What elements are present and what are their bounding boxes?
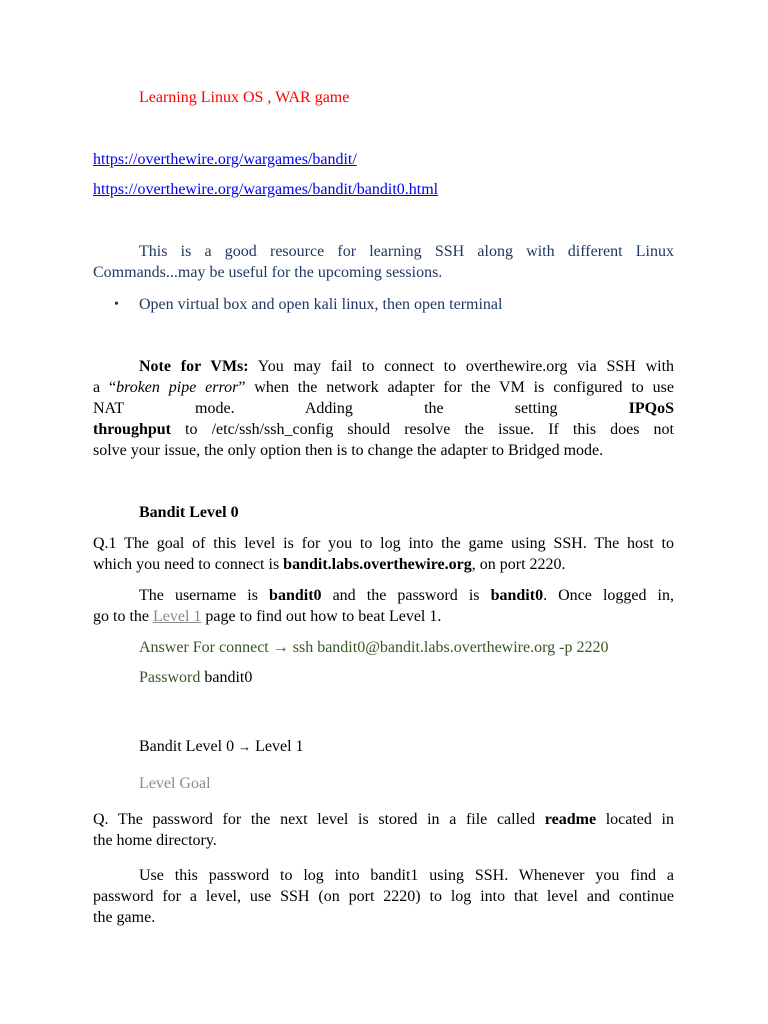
level0-question-line-2 <box>93 554 674 575</box>
bullet-text: Open virtual box and open kali linux, then open terminal <box>139 296 503 313</box>
level1-para-line-1: Use this password to log into bandit1 using SSH. Whenever you find a <box>139 867 674 884</box>
note-line-1-text: You may fail to connect to overthewire.org via SSH with <box>248 358 675 375</box>
note-word-setting: setting <box>514 400 629 417</box>
level0-username: bandit0 <box>269 587 322 604</box>
level0-heading <box>93 502 674 523</box>
note-line-2-pre: a “ <box>93 379 117 396</box>
note-word-adding: Adding <box>304 400 353 417</box>
level1-question-line-1 <box>93 809 674 830</box>
level1-link[interactable]: Level 1 <box>153 608 202 625</box>
password-value: bandit0 <box>200 669 253 686</box>
note-ipqos: IPQoS <box>628 400 674 417</box>
link-bandit[interactable]: https://overthewire.org/wargames/bandit/ <box>93 151 357 168</box>
level0-q2-pre: which you need to connect is <box>93 556 284 573</box>
document-title: Learning Linux OS , WAR game <box>139 89 350 106</box>
level0-u-mid: and the password is <box>321 587 491 604</box>
intro-line-2: Commands...may be useful for the upcoming sessions. <box>93 264 443 281</box>
note-word-the: the <box>424 400 444 417</box>
note-line-4-text: to /etc/ssh/ssh_config should resolve the issue. If this does not <box>170 421 674 438</box>
level0-creds-line-2 <box>93 606 674 627</box>
answer-command: ssh bandit0@bandit.labs.overthewire.org -p 2220 <box>288 639 609 656</box>
bullet-marker: • <box>114 297 119 312</box>
level-goal-label: Level Goal <box>139 775 211 792</box>
level0-q2-post: , on port 2220. <box>471 556 566 573</box>
level0-question-line-1: Q.1 The goal of this level is for you to log into the game using SSH. The host to <box>93 535 674 552</box>
note-word-mode: mode. <box>195 400 235 417</box>
note-line-1 <box>93 356 674 377</box>
answer-line <box>93 637 674 658</box>
intro-line-1: This is a good resource for learning SSH along with different Linux <box>139 243 674 260</box>
level1-q1-pre: Q. The password for the next level is stored in a file called <box>93 811 545 828</box>
answer-label: Answer For connect <box>139 639 273 656</box>
level1-para-line-3: the game. <box>93 909 156 926</box>
arrow-right-icon: → <box>272 639 289 656</box>
level0-creds-line-1 <box>93 585 674 606</box>
note-label: Note for VMs: <box>139 358 249 375</box>
level0-host: bandit.labs.overthewire.org <box>283 556 472 573</box>
note-line-4 <box>93 419 674 440</box>
level1-heading <box>93 736 674 757</box>
bandit-link <box>93 149 674 170</box>
level0-heading-text: Bandit Level 0 <box>139 504 239 521</box>
password-line <box>93 667 674 688</box>
level1-question-line-2: the home directory. <box>93 832 217 849</box>
level0-password: bandit0 <box>490 587 544 604</box>
note-line-5: solve your issue, the only option then is to change the adapter to Bridged mode. <box>93 442 604 459</box>
note-word-nat: NAT <box>93 400 124 417</box>
note-emphasis: broken pipe error <box>116 379 239 396</box>
level1-para-line-2: password for a level, use SSH (on port 2220) to log into that level and continue <box>93 888 674 905</box>
note-throughput: throughput <box>93 421 171 438</box>
arrow-right-small-icon: → <box>238 739 252 754</box>
bandit0-link <box>93 179 674 200</box>
note-line-2-post: ” when the network adapter for the VM is configured to use <box>238 379 674 396</box>
note-line-3 <box>93 398 674 419</box>
level0-u2-pre: go to the <box>93 608 153 625</box>
level1-heading-pre: Bandit Level 0 <box>139 738 239 755</box>
level0-u-pre: The username is <box>139 587 270 604</box>
readme-filename: readme <box>544 811 597 828</box>
note-line-2 <box>93 377 674 398</box>
password-label: Password <box>139 669 201 686</box>
level1-q1-post: located in <box>596 811 674 828</box>
link-bandit0[interactable]: https://overthewire.org/wargames/bandit/bandit0.html <box>93 181 439 198</box>
level0-u-post: . Once logged in, <box>543 587 674 604</box>
level0-u2-post: page to find out how to beat Level 1. <box>201 608 442 625</box>
level1-heading-post: Level 1 <box>251 738 304 755</box>
